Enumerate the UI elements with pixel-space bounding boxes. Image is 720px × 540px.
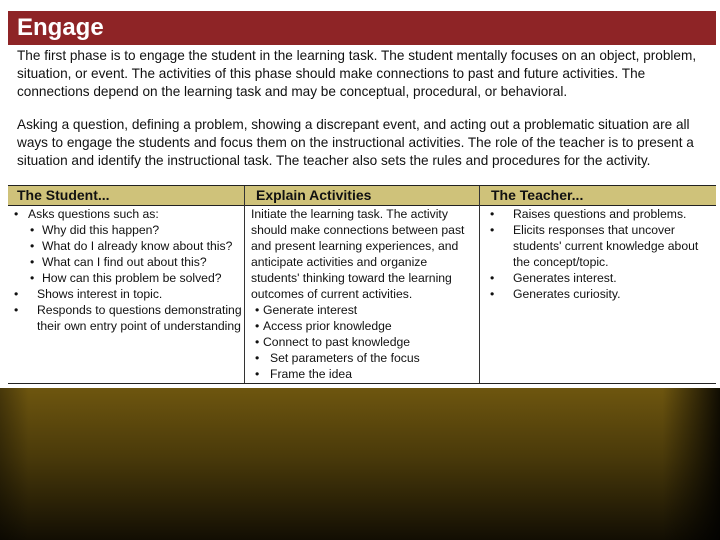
role-paragraph: Asking a question, defining a problem, showing a discrepant event, and acting out a problematic situation are all ways to engage the students and focus them on the instructional activities. The role of the teacher is to present a situation and identify the instructional task. The teacher also sets the rules and procedures for the activity. xyxy=(17,117,694,168)
list-item: • Shows interest in topic. xyxy=(10,286,242,302)
list-item: • Access prior knowledge xyxy=(251,318,476,334)
header-student: The Student... xyxy=(17,187,110,203)
list-item: • What do I already know about this? xyxy=(10,238,242,254)
activities-column xyxy=(251,206,476,383)
list-item: • Connect to past knowledge xyxy=(251,334,476,350)
list-item: • Asks questions such as: xyxy=(10,206,242,222)
list-item: • Frame the idea xyxy=(251,366,476,382)
header-teacher: The Teacher... xyxy=(491,187,584,203)
student-column xyxy=(10,206,242,383)
list-item: • How can this problem be solved? xyxy=(10,270,242,286)
list-item: • Generate interest xyxy=(251,302,476,318)
engage-table xyxy=(8,185,716,384)
list-item: • Generates interest. xyxy=(486,270,712,286)
activities-intro: Initiate the learning task. The activity should make connections between past and present learning experiences, and anticipate activities and organize students' thinking toward the learning outcomes of current activities. xyxy=(251,207,465,301)
list-item: • Responds to questions demonstrating their own entry point of understanding xyxy=(10,302,242,334)
table-header xyxy=(8,186,716,206)
slide-title: Engage xyxy=(17,14,104,41)
list-item: • Generates curiosity. xyxy=(486,286,712,302)
list-item: • Set parameters of the focus xyxy=(251,350,476,366)
decorative-background xyxy=(0,388,720,540)
list-item: • Elicits responses that uncover students' current knowledge about the concept/topic. xyxy=(486,222,712,270)
list-item: • Raises questions and problems. xyxy=(486,206,712,222)
column-divider xyxy=(244,186,245,383)
list-item: • What can I find out about this? xyxy=(10,254,242,270)
column-divider xyxy=(479,186,480,383)
intro-paragraph: The first phase is to engage the student in the learning task. The student mentally focuses on an object, problem, situation, or event. The activities of this phase should make connections to past and future activities. The connections depend on the learning task and may be conceptual, procedural, or behavioral. xyxy=(17,48,697,99)
list-item: • Why did this happen? xyxy=(10,222,242,238)
title-bar xyxy=(8,11,716,45)
header-activities: Explain Activities xyxy=(256,187,372,203)
teacher-column xyxy=(486,206,712,383)
